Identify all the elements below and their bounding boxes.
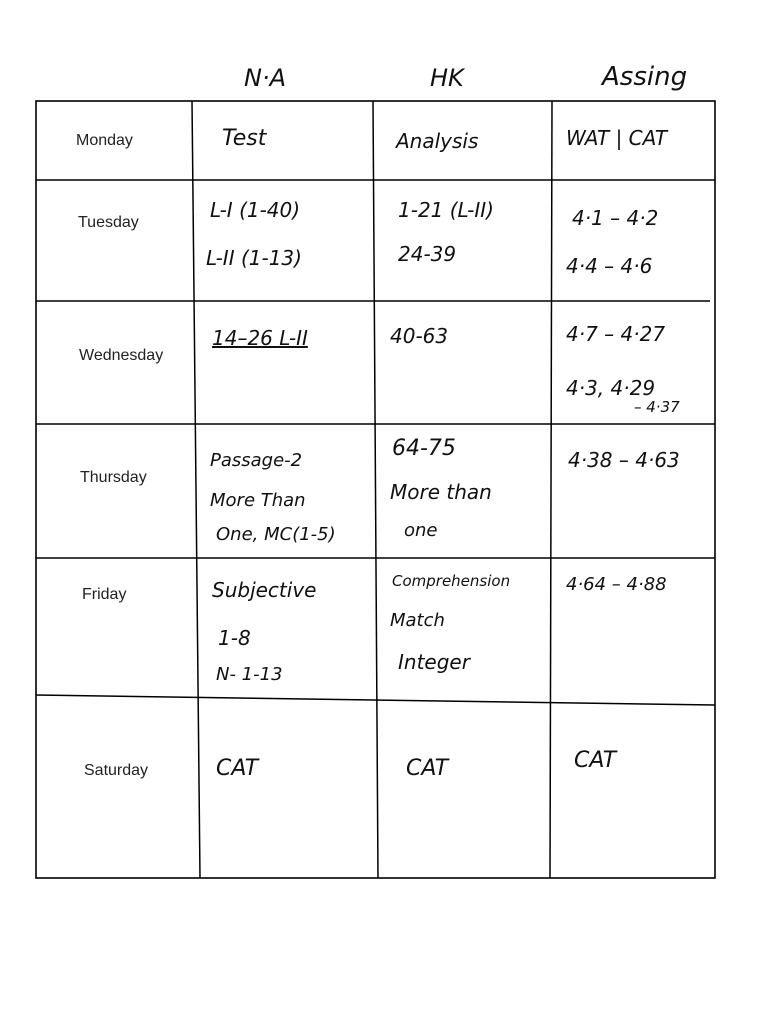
cell-thursday-na-line2: More Than xyxy=(210,490,306,511)
cell-friday-na-line1: Subjective xyxy=(212,578,317,602)
cell-friday-na-line2: 1-8 xyxy=(218,626,251,650)
cell-wednesday-assign-line2: 4·3, 4·29 xyxy=(566,376,656,400)
cell-wednesday-assign-line3: – 4·37 xyxy=(634,398,680,416)
cell-tuesday-assign-line2: 4·4 – 4·6 xyxy=(566,254,653,278)
cell-thursday-hk-line2: More than xyxy=(390,480,492,504)
cell-thursday-hk-line3: one xyxy=(404,520,438,541)
cell-saturday-assign: CAT xyxy=(574,748,617,773)
cell-wednesday-hk: 40-63 xyxy=(390,324,449,348)
column-header-na: N·A xyxy=(244,64,286,92)
cell-thursday-na-line1: Passage-2 xyxy=(210,450,303,471)
cell-tuesday-na-line1: L-I (1-40) xyxy=(210,198,301,222)
cell-thursday-assign: 4·38 – 4·63 xyxy=(568,448,680,472)
day-label-friday: Friday xyxy=(82,586,127,603)
column-header-assign: Assing xyxy=(602,62,688,92)
day-label-tuesday: Tuesday xyxy=(78,214,139,231)
day-label-monday: Monday xyxy=(76,132,133,149)
column-header-hk: HK xyxy=(430,64,464,92)
cell-friday-hk-line1: Comprehension xyxy=(392,572,511,590)
cell-tuesday-na-line2: L-II (1-13) xyxy=(206,246,302,270)
cell-friday-hk-line3: Integer xyxy=(398,650,470,674)
cell-saturday-na: CAT xyxy=(216,756,259,781)
cell-tuesday-hk-line2: 24-39 xyxy=(398,242,457,266)
cell-friday-na-line3: N- 1-13 xyxy=(216,664,283,685)
cell-wednesday-na: 14–26 L-II xyxy=(212,326,308,350)
row-divider-5 xyxy=(36,695,715,705)
day-label-saturday: Saturday xyxy=(84,762,149,779)
cell-tuesday-assign-line1: 4·1 – 4·2 xyxy=(572,206,659,230)
cell-friday-assign: 4·64 – 4·88 xyxy=(566,574,667,595)
column-divider-3 xyxy=(550,101,552,878)
cell-thursday-na-line3: One, MC(1-5) xyxy=(216,524,336,545)
cell-friday-hk-line2: Match xyxy=(390,610,445,631)
cell-monday-na: Test xyxy=(222,126,267,151)
cell-monday-assign: WAT | CAT xyxy=(566,126,668,150)
column-divider-2 xyxy=(373,101,378,878)
cell-thursday-hk-line1: 64-75 xyxy=(392,436,456,461)
cell-monday-hk: Analysis xyxy=(396,129,479,153)
column-divider-1 xyxy=(192,101,200,878)
day-label-wednesday: Wednesday xyxy=(79,347,164,364)
cell-saturday-hk: CAT xyxy=(406,756,449,781)
cell-tuesday-hk-line1: 1-21 (L-II) xyxy=(398,198,494,222)
cell-wednesday-assign-line1: 4·7 – 4·27 xyxy=(566,322,666,346)
day-label-thursday: Thursday xyxy=(80,469,147,486)
